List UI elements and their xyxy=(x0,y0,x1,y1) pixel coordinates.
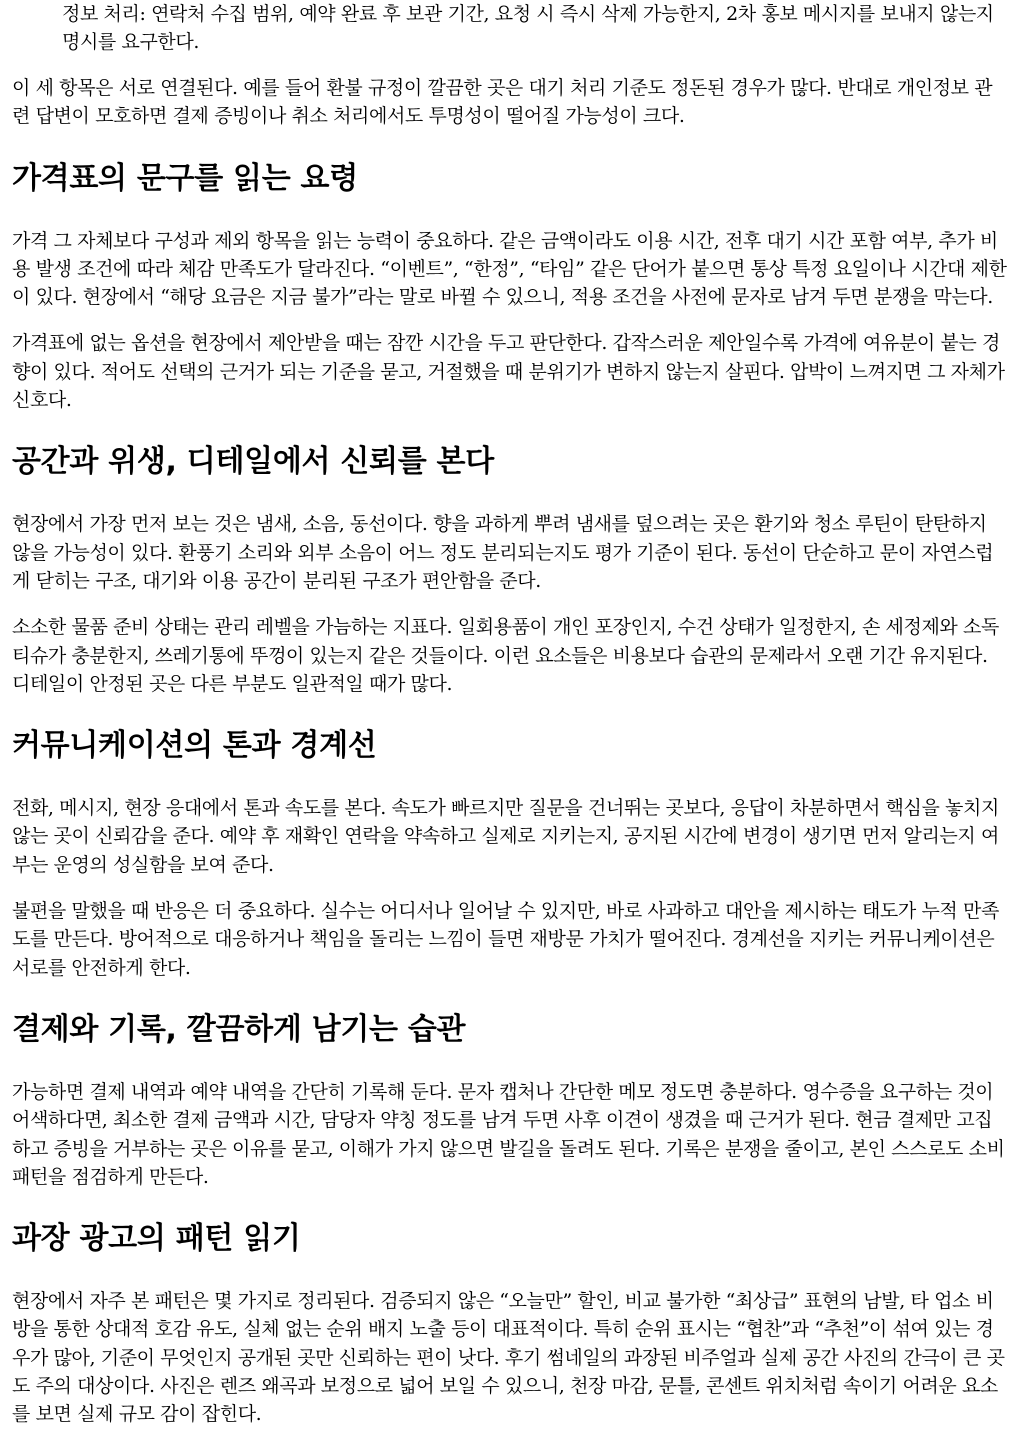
section-heading: 공간과 위생, 디테일에서 신뢰를 본다 xyxy=(12,444,494,480)
paragraph: 현장에서 자주 본 패턴은 몇 가지로 정리된다. 검증되지 않은 “오늘만” 할인, 비교 불가한 “최상급” 표현의 남발, 타 업소 비방을 통한 상대적 호감 유도, 실체 없는 순위 배지 노출 등이 대표적이다. 특히 순위 표시는 “협찬”과 “추천”이 섞여 있는 경우가 많아, 기준이 무엇인지 공개된 곳만 신뢰하는 편이 낫다. 후기 썸네일의 과장된 비주얼과 실제 공간 사진의 간극이 큰 곳도 주의 대상이다. 사진은 렌즈 왜곡과 보정으로 넓어 보일 수 있으니, 천장 마감, 문틀, 콘센트 위치처럼 속이기 어려운 요소를 보면 실제 규모 감이 잡힌다. xyxy=(12,1290,1005,1426)
section-payment-records xyxy=(12,1012,1010,1191)
paragraph: 불편을 말했을 때 반응은 더 중요하다. 실수는 어디서나 일어날 수 있지만, 바로 사과하고 대안을 제시하는 태도가 누적 만족도를 만든다. 방어적으로 대응하거나 책임을 돌리는 느낌이 들면 재방문 가치가 떨어진다. 경계선을 지키는 커뮤니케이션은 서로를 안전하게 한다. xyxy=(12,900,999,979)
paragraph: 가격 그 자체보다 구성과 제외 항목을 읽는 능력이 중요하다. 같은 금액이라도 이용 시간, 전후 대기 시간 포함 여부, 추가 비용 발생 조건에 따라 체감 만족도가 달라진다. “이벤트”, “한정”, “타임” 같은 단어가 붙으면 통상 특정 요일이나 시간대 제한이 있다. 현장에서 “해당 요금은 지금 불가”라는 말로 바뀔 수 있으니, 적용 조건을 사전에 문자로 남겨 두면 분쟁을 막는다. xyxy=(12,229,1007,309)
list-item-privacy: 정보 처리: 연락처 수집 범위, 예약 완료 후 보관 기간, 요청 시 즉시 삭제 가능한지, 2차 홍보 메시지를 보내지 않는지 명시를 요구한다. xyxy=(62,3,994,53)
section-heading: 커뮤니케이션의 톤과 경계선 xyxy=(12,728,377,764)
paragraph: 현장에서 가장 먼저 보는 것은 냄새, 소음, 동선이다. 향을 과하게 뿌려 냄새를 덮으려는 곳은 환기와 청소 루틴이 탄탄하지 않을 가능성이 있다. 환풍기 소리와 외부 소음이 어느 정도 분리되는지도 평가 기준이 된다. 동선이 단순하고 문이 자연스럽게 닫히는 구조, 대기와 이용 공간이 분리된 구조가 편안함을 준다. xyxy=(12,513,994,592)
section-heading: 결제와 기록, 깔끔하게 남기는 습관 xyxy=(12,1011,466,1047)
paragraph: 소소한 물품 준비 상태는 관리 레벨을 가늠하는 지표다. 일회용품이 개인 포장인지, 수건 상태가 일정한지, 손 세정제와 소독 티슈가 충분한지, 쓰레기통에 뚜껑이 있는지 같은 것들이다. 이런 요소들은 비용보다 습관의 문제라서 오랜 기간 유지된다. 디테일이 안정된 곳은 다른 부분도 일관적일 때가 많다. xyxy=(12,616,999,695)
section-space-hygiene xyxy=(12,444,1010,698)
section-communication xyxy=(12,728,1010,982)
paragraph: 가능하면 결제 내역과 예약 내역을 간단히 기록해 둔다. 문자 캡처나 간단한 메모 정도면 충분하다. 영수증을 요구하는 것이 어색하다면, 최소한 결제 금액과 시간, 담당자 약칭 정도를 남겨 두면 사후 이견이 생겼을 때 근거가 된다. 현금 결제만 고집하고 증빙을 거부하는 곳은 이유를 묻고, 이해가 가지 않으면 발길을 돌려도 된다. 기록은 분쟁을 줄이고, 본인 스스로도 소비 패턴을 점검하게 만든다. xyxy=(12,1080,1005,1188)
paragraph: 전화, 메시지, 현장 응대에서 톤과 속도를 본다. 속도가 빠르지만 질문을 건너뛰는 곳보다, 응답이 차분하면서 핵심을 놓치지 않는 곳이 신뢰감을 준다. 예약 후 재확인 연락을 약속하고 실제로 지키는지, 공지된 시간에 변경이 생기면 먼저 알리는지 여부는 운영의 성실함을 보여 준다. xyxy=(12,797,999,876)
paragraph: 가격표에 없는 옵션을 현장에서 제안받을 때는 잠깐 시간을 두고 판단한다. 갑작스러운 제안일수록 가격에 여유분이 붙는 경향이 있다. 적어도 선택의 근거가 되는 기준을 묻고, 거절했을 때 분위기가 변하지 않는지 살핀다. 압박이 느껴지면 그 자체가 신호다. xyxy=(12,332,1005,412)
section-heading: 과장 광고의 패턴 읽기 xyxy=(12,1221,301,1257)
section-pricing xyxy=(12,161,1010,415)
intro-paragraph: 이 세 항목은 서로 연결된다. 예를 들어 환불 규정이 깔끔한 곳은 대기 처리 기준도 정돈된 경우가 많다. 반대로 개인정보 관련 답변이 모호하면 결제 증빙이나 취소 처리에서도 투명성이 떨어질 가능성이 크다. xyxy=(12,77,993,128)
section-heading: 가격표의 문구를 읽는 요령 xyxy=(12,160,358,196)
section-advertising-patterns xyxy=(12,1221,1010,1428)
